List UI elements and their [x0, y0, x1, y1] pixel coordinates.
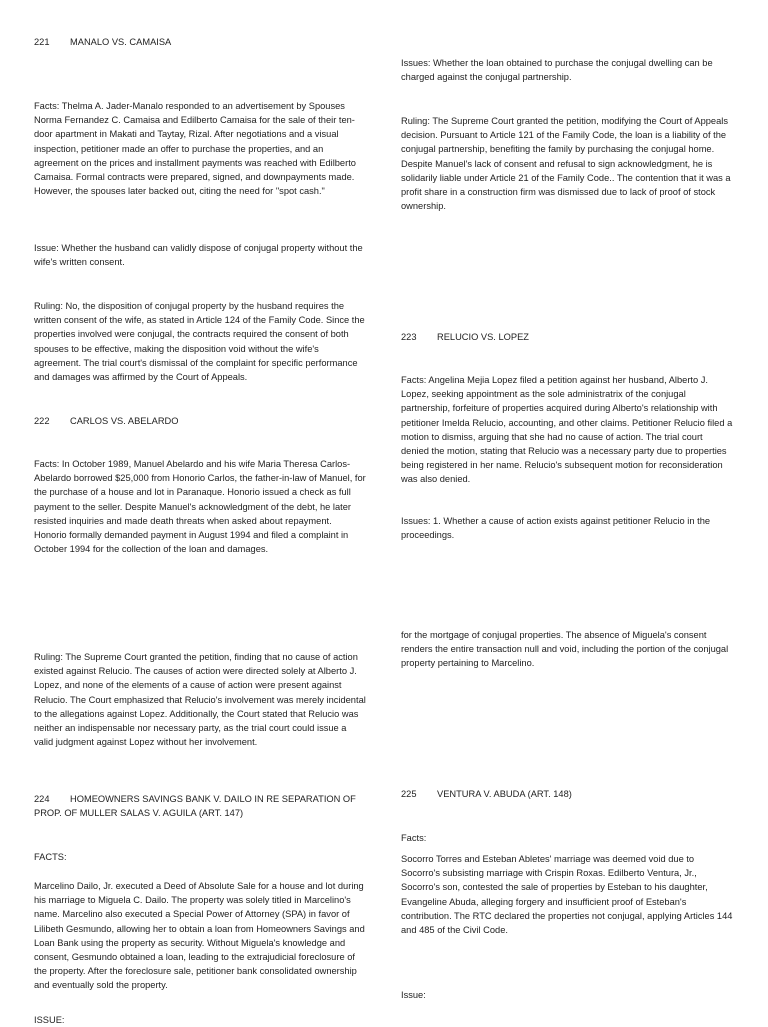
case-number: 222	[34, 416, 50, 426]
case-heading-224	[34, 792, 368, 820]
case-title: MANALO VS. CAMAISA	[70, 37, 172, 47]
facts-label: Facts:	[401, 833, 427, 843]
case-title: HOMEOWNERS SAVINGS BANK V. DAILO IN RE SEPARATION OF PROP. OF MULLER SALAS V. AGUILA (ART. 147)	[34, 794, 356, 819]
case-number: 224	[34, 794, 50, 804]
issues-paragraph: Issues: 1. Whether a cause of action exists against petitioner Relucio in the proceedings.	[401, 516, 711, 541]
issue-label: ISSUE:	[34, 1015, 65, 1025]
facts-paragraph: Marcelino Dailo, Jr. executed a Deed of Absolute Sale for a house and lot during his marriage to Miguela C. Dailo. The property was solely titled in Marcelino's name. Marcelino also executed a Special Power of Attorney (SPA) in favor of Lilibeth Gesmundo, allowing her to obtain a loan from Homeowners Savings and Loan Bank using the property as security. Without Miguela's knowledge and consent, Gesmundo obtained a loan, leading to the extrajudicial foreclosure of the property. After the foreclosure sale, petitioner bank consolidated ownership and eventually sold the property.	[34, 881, 365, 991]
continuation-paragraph: for the mortgage of conjugal properties. The absence of Miguela's consent renders the entire transaction null and void, including the portion of the conjugal property pertaining to Marcelino.	[401, 630, 729, 669]
issue-label: Issue:	[401, 990, 426, 1000]
case-number: 221	[34, 37, 50, 47]
ruling-paragraph: Ruling: The Supreme Court granted the petition, modifying the Court of Appeals decision. Pursuant to Article 121 of the Family Code, the loan is a liability of the conjugal partnership, benefiting the family by purchasing the conjugal home. Despite Manuel's lack of consent and refusal to sign acknowledgment, he is solidarily liable under Article 21 of the Family Code.. The contention that it was a profit share in a construction firm was dismissed due to lack of proof of stock ownership.	[401, 116, 731, 212]
facts-paragraph: Socorro Torres and Esteban Abletes' marriage was deemed void due to Socorro's subsisting marriage with Crispin Roxas. Edilberto Ventura, Jr., Socorro's son, contested the sale of properties by Esteban to his daughter, Evangeline Abuda, alleging forgery and insufficient proof of Esteban's contribution. The RTC declared the properties not conjugal, applying Articles 144 and 485 of the Civil Code.	[401, 854, 733, 936]
case-title: VENTURA V. ABUDA (ART. 148)	[437, 789, 572, 799]
case-heading-223	[401, 330, 741, 344]
case-title: CARLOS VS. ABELARDO	[70, 416, 179, 426]
ruling-paragraph: Ruling: No, the disposition of conjugal property by the husband requires the written consent of the wife, as stated in Article 124 of the Family Code. Since the properties involved were conjugal, the contracts required the consent of both spouses to be effective, making the disposition void without the wife's agreement. The trial court's dismissal of the complaint for specific performance and damages was affirmed by the Court of Appeals.	[34, 301, 365, 383]
case-title: RELUCIO VS. LOPEZ	[437, 332, 529, 342]
facts-paragraph: Facts: In October 1989, Manuel Abelardo and his wife Maria Theresa Carlos-Abelardo borrowed $25,000 from Honorio Carlos, the father-in-law of Manuel, for the purchase of a house and lot in Paranaque. Honorio issued a check as full payment to the seller. Despite Manuel's acknowledgment of the debt, he later resisted inquiries and made death threats when asked about repayment. Honorio formally demanded payment in August 1994 and filed a complaint in October 1994 for the collection of the loan and damages.	[34, 459, 366, 555]
ruling-paragraph: Ruling: The Supreme Court granted the petition, finding that no cause of action existed against Relucio. The causes of action were directed solely at Alberto J. Lopez, and none of the elements of a cause of action were present against Relucio. The Court emphasized that Relucio's involvement was merely incidental to the allegations against Lopez. Additionally, the Court stated that Relucio was neither an indispensable nor necessary party, as the trial court could issue a valid judgment against Lopez without her involvement.	[34, 652, 366, 748]
issue-paragraph: Issue: Whether the husband can validly dispose of conjugal property without the wife's written consent.	[34, 243, 363, 268]
facts-paragraph: Facts: Angelina Mejia Lopez filed a petition against her husband, Alberto J. Lopez, seeking appointment as the sole administratrix of the conjugal partnership, forfeiture of properties acquired during Alberto's relationship with petitioner Imelda Relucio, accounting, and other claims. Petitioner Relucio filed a motion to dismiss, arguing that she had no cause of action. The trial court denied the motion, stating that Relucio was a necessary party due to properties being registered in her name. Relucio's subsequent motion for reconsideration was also denied.	[401, 375, 733, 485]
case-number: 225	[401, 789, 417, 799]
issues-paragraph: Issues: Whether the loan obtained to purchase the conjugal dwelling can be charged against the conjugal partnership.	[401, 58, 713, 83]
case-heading-225	[401, 787, 741, 801]
facts-label: FACTS:	[34, 852, 67, 862]
case-heading-221	[34, 35, 374, 49]
case-heading-222	[34, 414, 374, 428]
case-number: 223	[401, 332, 417, 342]
facts-paragraph: Facts: Thelma A. Jader-Manalo responded to an advertisement by Spouses Norma Fernandez C. Camaisa and Edilberto Camaisa for the sale of their ten-door apartment in Makati and Taytay, Rizal. After negotiations and a visual inspection, petitioner made an offer to purchase the properties, and an agreement on the prices and installment payments was reached with Edilberto Camaisa. Formal contracts were prepared, signed, and downpayments made. However, the spouses later backed out, citing the need for "spot cash."	[34, 101, 356, 197]
